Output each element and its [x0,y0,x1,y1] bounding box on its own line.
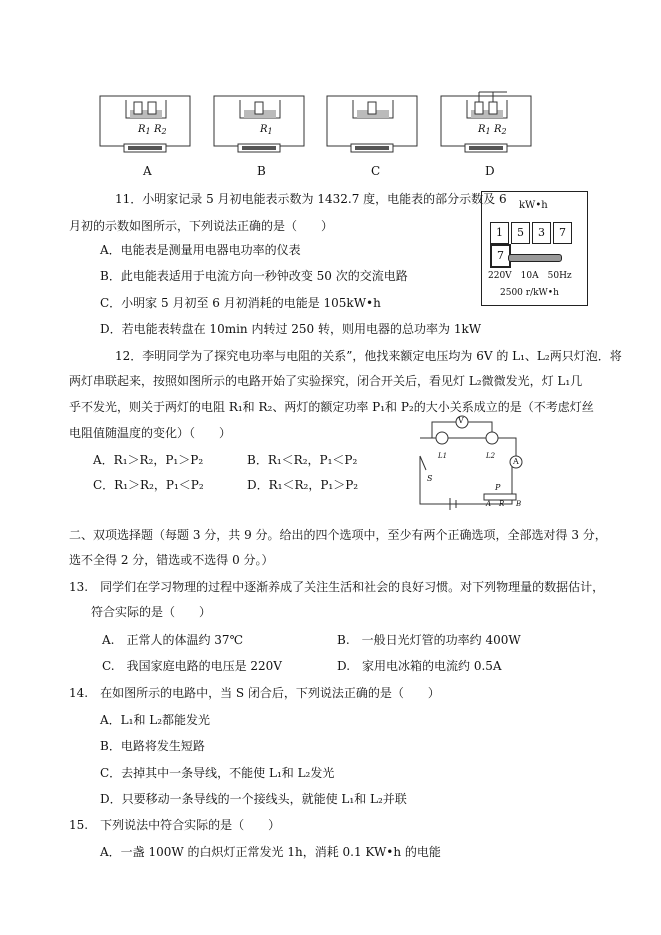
electric-meter-figure [481,191,588,306]
q15-option-a: A．一盏 100W 的白炽灯正常发光 1h，消耗 0.1 KW•h 的电能 [100,845,441,859]
figure-label-a: A [143,164,152,178]
q14-option-d: D．只要移动一条导线的一个接线头，就能使 L₁和 L₂并联 [100,792,407,806]
q11-option-c: C．小明家 5 月初至 6 月初消耗的电能是 105kW•h [100,296,381,310]
q13-option-c: C. 我国家庭电路的电压是 220V [102,659,282,673]
q12-circuit-label-l2: L2 [486,452,496,460]
figure-label-b: B [257,164,266,178]
r1-label-b: $R_1$ [260,124,273,136]
q12-line4: 电阻值随温度的变化）（ ） [69,426,232,440]
q11-line2: 月初的示数如图所示，下列说法正确的是（ ） [69,219,334,233]
meter-digit: 5 [511,222,530,244]
q14-option-b: B．电路将发生短路 [100,739,205,753]
meter-disk [508,254,562,262]
meter-unit: kW•h [519,200,548,211]
r1-label-d: $R_1$ [478,124,491,136]
q12-circuit-label-s: S [427,474,433,483]
q12-option-d: D．R₁＜R₂，P₁＞P₂ [247,478,359,492]
r2-label-a: $R_2$ [154,124,167,136]
q13-option-a: A. 正常人的体温约 37℃ [102,633,243,647]
q14-option-a: A．L₁和 L₂都能发光 [100,713,211,727]
meter-digit: 7 [553,222,572,244]
q14-line1: 14. 在如图所示的电路中，当 S 闭合后，下列说法正确的是（ ） [69,686,440,700]
section2-line1: 二、双项选择题（每题 3 分，共 9 分。给出的四个选项中，至少有两个正确选项，全部选对得 3 分， [69,528,607,542]
q13-line1: 13. 同学们在学习物理的过程中逐渐养成了关注生活和社会的良好习惯。对下列物理量的数据估计， [69,580,605,594]
q12-circuit-label-l1: L1 [438,452,448,460]
q12-circuit-label-v: V [458,416,464,425]
meter-digit: 7 [490,244,511,268]
figure-label-d: D [485,164,495,178]
q12-circuit-label-a: A [513,457,519,466]
meter-digit: 3 [532,222,551,244]
q12-option-a: A．R₁＞R₂，P₁＞P₂ [93,453,204,467]
section2-line2: 选不全得 2 分，错选或不选得 0 分。） [69,553,274,567]
figure-circuit-c [323,88,423,161]
q12-line2: 两灯串联起来，按照如图所示的电路开始了实验探究，闭合开关后，看见灯 L₂微微发光，灯 L₁几 [69,374,583,388]
q11-option-a: A．电能表是测量用电器电功率的仪表 [100,243,301,257]
q13-line2: 符合实际的是（ ） [91,605,212,619]
figure-label-c: C [371,164,381,178]
q12-circuit-label-a2: A [486,500,492,508]
q11-line1: 11．小明家记录 5 月初电能表示数为 1432.7 度，电能表的部分示数及 6 [115,192,507,206]
q13-option-d: D. 家用电冰箱的电流约 0.5A [337,659,502,673]
r2-label-d: $R_2$ [494,124,507,136]
q15-line1: 15. 下列说法中符合实际的是（ ） [69,818,281,832]
q12-circuit-label-p: P [495,483,501,492]
q12-line3: 乎不发光，则关于两灯的电阻 R₁和 R₂、两灯的额定功率 P₁和 P₂的大小关系成立的是（不考虑灯丝 [69,400,594,414]
q12-line1: 12．李明同学为了探究电功率与电阻的关系”，他找来额定电压均为 6V 的 L₁、L₂两只灯泡．将 [115,349,622,363]
q12-option-b: B．R₁＜R₂，P₁＜P₂ [247,453,358,467]
q12-option-c: C．R₁＞R₂，P₁＜P₂ [93,478,204,492]
meter-rate: 2500 r/kW•h [500,288,559,298]
meter-digit: 1 [490,222,509,244]
r1-label-a: $R_1$ [138,124,151,136]
meter-specs: 220V 10A 50Hz [488,271,572,281]
q13-option-b: B. 一般日光灯管的功率约 400W [337,633,521,647]
q14-option-c: C．去掉其中一条导线，不能使 L₁和 L₂发光 [100,766,335,780]
q11-option-d: D．若电能表转盘在 10min 内转过 250 转，则用电器的总功率为 1kW [100,322,482,336]
q12-circuit-label-r: R [499,500,505,508]
q12-circuit-label-b: B [516,500,522,508]
q11-option-b: B．此电能表适用于电流方向一秒钟改变 50 次的交流电路 [100,269,408,283]
